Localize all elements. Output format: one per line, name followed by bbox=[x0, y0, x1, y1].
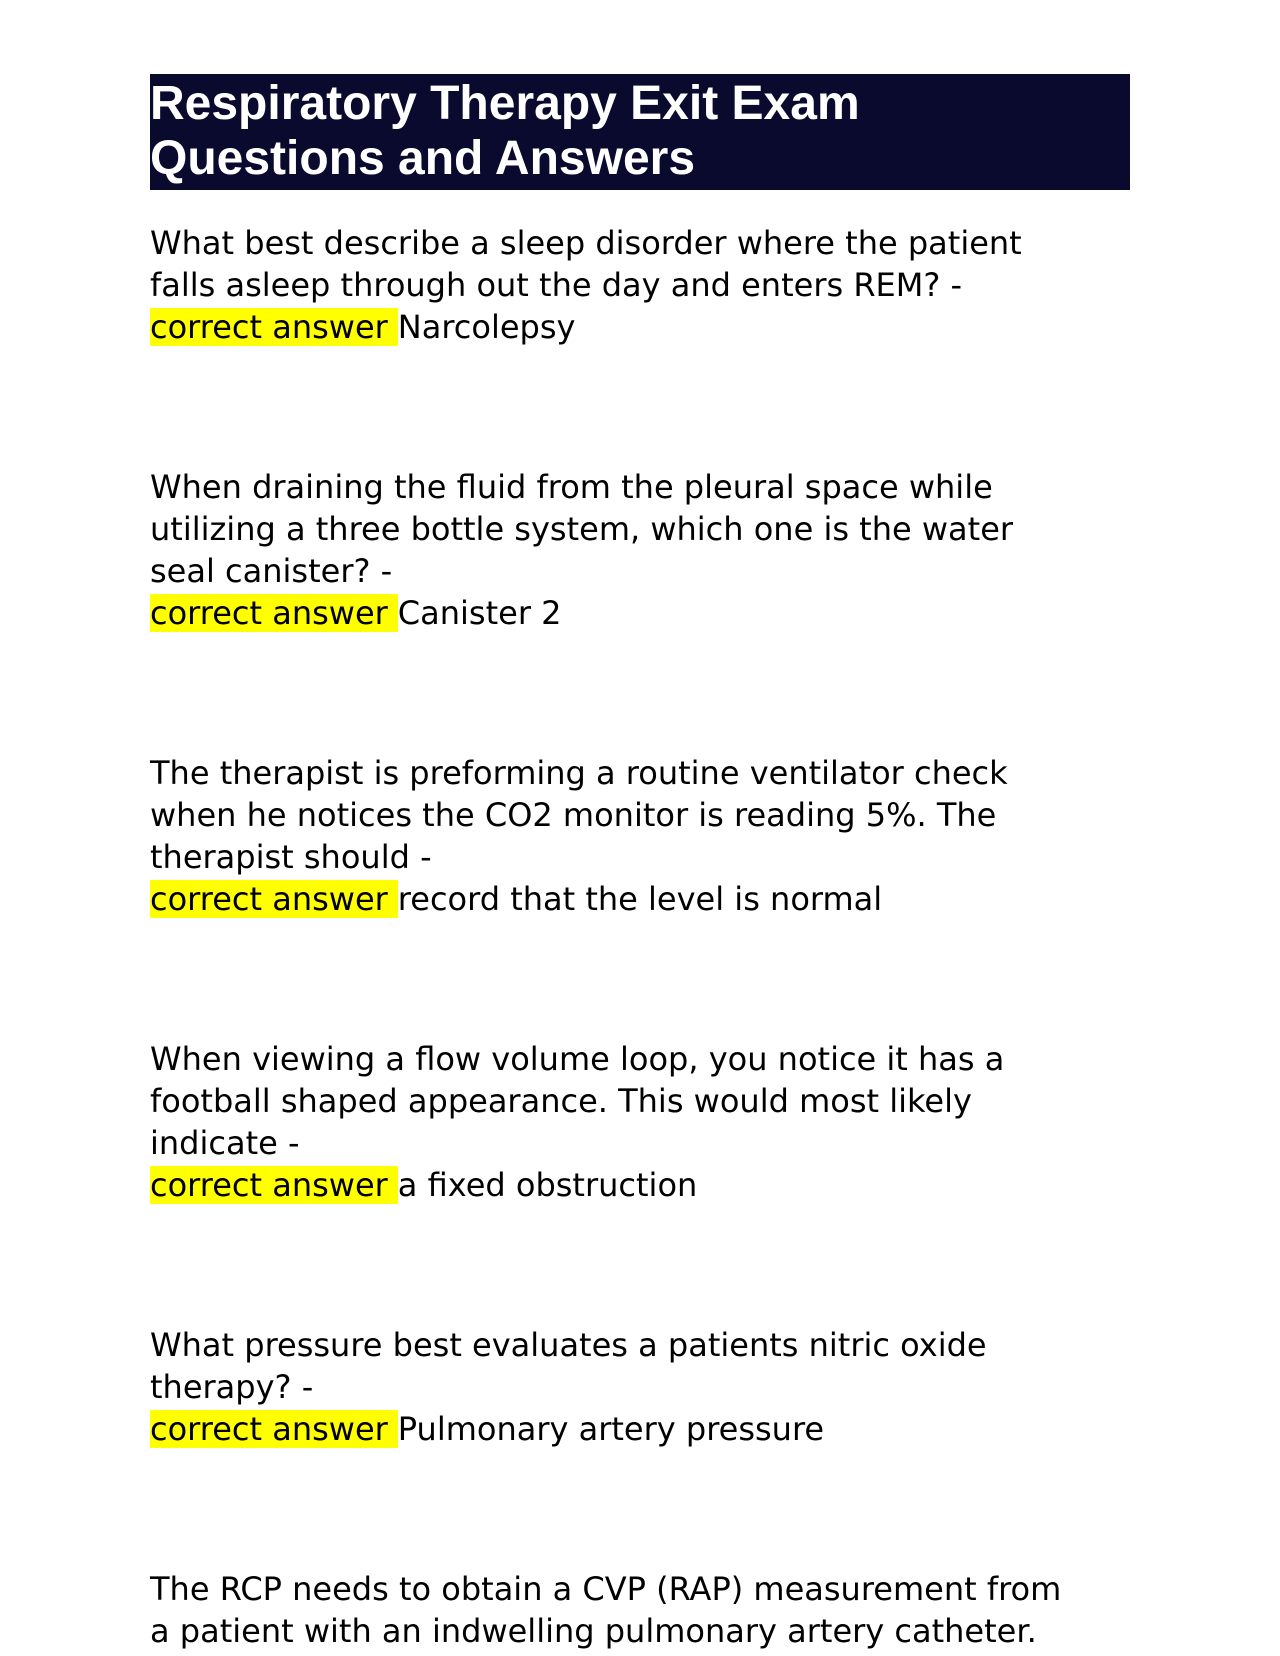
question-line: football shaped appearance. This would most likely bbox=[150, 1082, 972, 1120]
title-line-2: Questions and Answers bbox=[150, 132, 696, 185]
qa-item bbox=[150, 1324, 1130, 1450]
question-line: a patient with an indwelling pulmonary artery catheter. bbox=[150, 1612, 1037, 1650]
answer-row bbox=[150, 878, 1130, 920]
qa-list bbox=[150, 222, 1130, 1652]
question-line: therapy? - bbox=[150, 1368, 314, 1406]
answer-text: a fixed obstruction bbox=[397, 1166, 698, 1204]
correct-answer-label: correct answer bbox=[150, 1166, 398, 1204]
qa-item bbox=[150, 752, 1130, 920]
qa-item bbox=[150, 466, 1130, 634]
correct-answer-label: correct answer bbox=[150, 594, 398, 632]
answer-row bbox=[150, 1164, 1130, 1206]
correct-answer-label: correct answer bbox=[150, 308, 398, 346]
answer-text: Canister 2 bbox=[397, 594, 562, 632]
answer-text: Narcolepsy bbox=[397, 308, 576, 346]
answer-text: Pulmonary artery pressure bbox=[397, 1410, 825, 1448]
qa-item bbox=[150, 222, 1130, 348]
answer-row bbox=[150, 306, 1130, 348]
question-line: What pressure best evaluates a patients nitric oxide bbox=[150, 1326, 987, 1364]
title-line-1: Respiratory Therapy Exit Exam bbox=[150, 77, 860, 130]
correct-answer-label: correct answer bbox=[150, 1410, 398, 1448]
question-line: when he notices the CO2 monitor is reading 5%. The bbox=[150, 796, 997, 834]
question-line: The RCP needs to obtain a CVP (RAP) measurement from bbox=[150, 1570, 1062, 1608]
question-line: indicate - bbox=[150, 1124, 300, 1162]
question-line: falls asleep through out the day and enters REM? - bbox=[150, 266, 963, 304]
question-line: The therapist is preforming a routine ventilator check bbox=[150, 754, 1008, 792]
qa-item bbox=[150, 1568, 1130, 1652]
question-line: What best describe a sleep disorder where the patient bbox=[150, 224, 1022, 262]
answer-text: record that the level is normal bbox=[397, 880, 883, 918]
document-page bbox=[150, 74, 1130, 1652]
question-line: When draining the fluid from the pleural space while bbox=[150, 468, 993, 506]
title-banner bbox=[150, 74, 1130, 190]
question-line: seal canister? - bbox=[150, 552, 393, 590]
answer-row bbox=[150, 1408, 1130, 1450]
question-line: utilizing a three bottle system, which one is the water bbox=[150, 510, 1014, 548]
answer-row bbox=[150, 592, 1130, 634]
correct-answer-label: correct answer bbox=[150, 880, 398, 918]
question-line: therapist should - bbox=[150, 838, 432, 876]
question-line: When viewing a flow volume loop, you notice it has a bbox=[150, 1040, 1005, 1078]
qa-item bbox=[150, 1038, 1130, 1206]
